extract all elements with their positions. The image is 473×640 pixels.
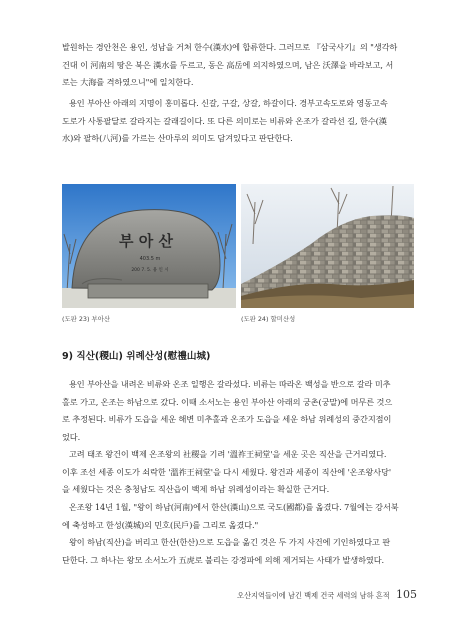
paragraph-3 [62,376,414,446]
text-line: 건대 이 河南의 땅은 북은 漢水를 두르고, 동은 高岳에 의지하였으며, 남은 沃澤을 바라보고, 서 [62,59,394,70]
page-footer [237,588,417,601]
text-line: 고려 태조 왕건이 백제 온조왕의 社稷을 기려 '溫祚王祠堂'을 세운 곳은 직산을 근거리였다. [69,449,387,459]
text-line: 을 세웠다는 것은 충청남도 직산읍이 백제 하남 위례성이라는 확실한 근거다. [62,484,330,495]
section-heading: 9) 직산(稷山) 위례산성(慰禮山城) [62,351,211,362]
running-title: 오산지역들이에 남긴 백제 건국 세력의 남하 흔적 [237,591,390,600]
text-line: 왕이 하남(직산)을 버리고 한산(한산)으로 도읍을 옮긴 것은 두 가지 사건에 기인하였다고 판 [69,537,391,547]
text-line: 용인 부아산 아래의 지명이 홍미롭다. 신갈, 구갈, 상갈, 하갈이다. 경부고속도로와 영동고속 [69,98,388,108]
stone-date-text: 200 7. 5. 용 인 시 [131,268,169,273]
buasan-stone-illustration [62,184,236,308]
paragraph-5 [62,499,414,534]
photo-buasan [62,184,236,308]
text-line: 이후 조선 세종 이도가 쇠락한 '溫祚王祠堂'을 다시 세웠다. 왕건과 세종이 직산에 '온조왕사당' [62,466,391,477]
stone-main-text: 부 아 산 [119,232,173,250]
text-line: 온조왕 14년 1월, "왕이 하남(河南)에서 한산(漢山)으로 국도(國都)를 옮겼다. 7월에는 강서북 [69,502,399,512]
text-line: 었다. [62,431,81,442]
text-line: 로 추정된다. 비류가 도읍을 세운 해변 미추홀과 온조가 도읍을 세운 하남 위례성의 중간지점이 [62,414,392,425]
text-line: 에 축성하고 한성(漢城)의 민호(民戶)를 그리로 옮겼다." [62,519,259,530]
halmisanseong-wall-illustration [241,184,414,308]
text-line: 로는 大海를 격하였으니"에 일치한다. [62,77,194,88]
paragraph-2 [62,95,414,148]
paragraph-4 [62,446,414,499]
stone-altitude-text: 403.5 m [139,256,161,262]
paragraph-6 [62,534,414,569]
text-line: 단한다. 그 하나는 왕모 소서노가 五虎로 불리는 강경파에 의해 제거되는 사태가 발생하였다. [62,554,385,565]
text-line: 발원하는 경안천은 용인, 성남을 거쳐 한수(漢水)에 합류한다. 그러므로 『삼국사기』의 "생각하 [62,42,398,52]
paragraph-1 [62,39,414,92]
text-line: 도로가 사통팔달로 갈라지는 갈래길이다. 또 다른 의미로는 비류와 온조가 갈라선 길, 한수(漢 [62,115,387,126]
caption-right: (도판 24) 할미산성 [241,315,296,323]
text-line: 홀로 가고, 온조는 하남으로 갔다. 이때 소서노는 용인 부아산 아래의 궁촌(궁말)에 머무른 것으 [62,396,393,407]
photo-halmisanseong [241,184,414,308]
page-number: 105 [396,588,417,601]
caption-left: (도판 23) 부아산 [62,315,111,323]
text-line: 용인 부아산을 내려온 비류와 온조 일행은 갈라섰다. 비류는 따라온 백성을 반으로 갈라 미추 [69,379,391,389]
text-line: 水)와 팔하(八河)를 가르는 산마루의 의미도 담겨있다고 판단한다. [62,133,293,144]
